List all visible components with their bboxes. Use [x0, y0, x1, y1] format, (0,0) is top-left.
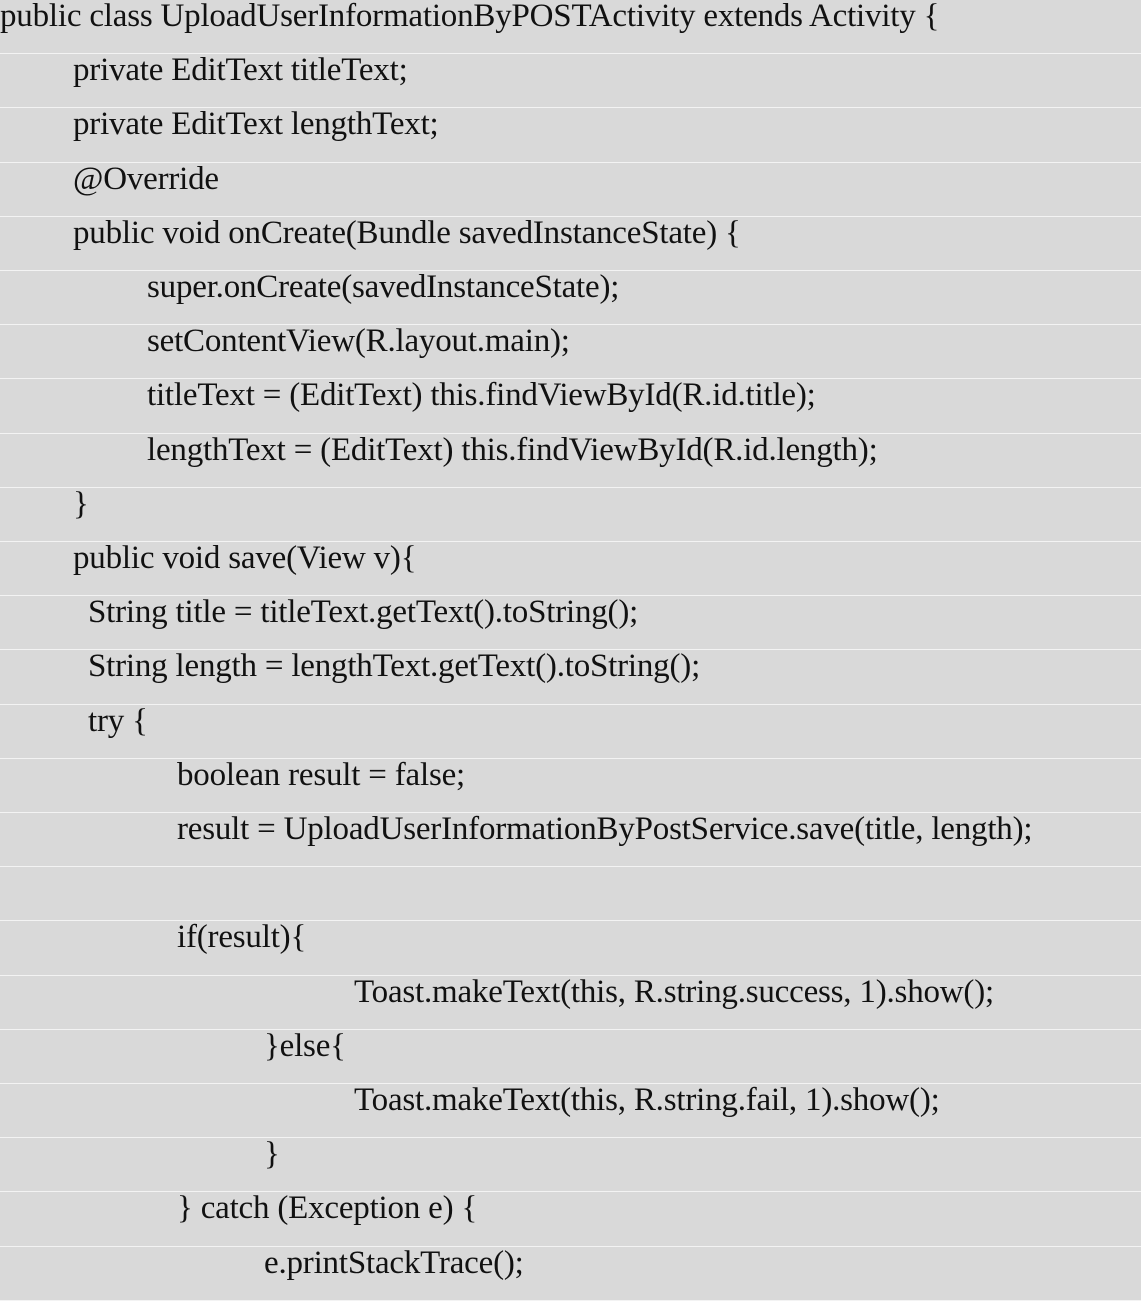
code-line-7	[0, 325, 1141, 379]
code-line-14	[0, 702, 1141, 759]
code-line-text: boolean result = false;	[177, 756, 466, 793]
code-line-12	[0, 596, 1141, 650]
code-line-text: private EditText titleText;	[73, 52, 408, 89]
code-line-9	[0, 431, 1141, 488]
code-line-text: result = UploadUserInformationByPostService.save(title, length);	[177, 811, 1033, 847]
code-line-1	[0, 0, 1141, 54]
code-line-text: }else{	[264, 1027, 346, 1064]
code-line-text: Toast.makeText(this, R.string.fail, 1).show();	[354, 1082, 940, 1118]
code-line-18	[0, 921, 1141, 975]
code-line-19	[0, 973, 1141, 1030]
code-line-21	[0, 1084, 1141, 1138]
code-line-24	[0, 1244, 1141, 1301]
code-line-text: e.printStackTrace();	[264, 1244, 524, 1281]
code-line-text: if(result){	[177, 919, 307, 956]
code-line-text: String title = titleText.getText().toString();	[88, 594, 639, 631]
code-line-text: titleText = (EditText) this.findViewById(R.id.title);	[147, 377, 816, 414]
code-line-8	[0, 379, 1141, 433]
code-line-text: private EditText lengthText;	[73, 106, 439, 143]
code-line-10	[0, 485, 1141, 542]
code-line-text: try {	[88, 702, 148, 739]
code-line-4	[0, 160, 1141, 217]
code-line-text: String length = lengthText.getText().toString();	[88, 648, 701, 685]
code-line-text: public void onCreate(Bundle savedInstanceState) {	[73, 214, 741, 251]
code-line-text: } catch (Exception e) {	[177, 1190, 478, 1227]
code-line-text: super.onCreate(savedInstanceState);	[147, 269, 620, 305]
code-line-6	[0, 271, 1141, 325]
code-line-17	[0, 867, 1141, 921]
code-line-11	[0, 542, 1141, 596]
code-line-text: }	[73, 485, 89, 522]
code-line-13	[0, 650, 1141, 704]
code-line-text: setContentView(R.layout.main);	[147, 323, 570, 360]
code-line-text: }	[264, 1136, 280, 1173]
code-line-text: public class UploadUserInformationByPOSTActivity extends Activity {	[0, 0, 940, 34]
code-line-text: @Override	[73, 160, 219, 197]
code-line-20	[0, 1027, 1141, 1084]
code-line-22	[0, 1138, 1141, 1192]
code-line-2	[0, 54, 1141, 108]
code-line-15	[0, 756, 1141, 813]
code-line-3	[0, 108, 1141, 162]
code-line-23	[0, 1192, 1141, 1246]
code-line-text: Toast.makeText(this, R.string.success, 1).show();	[354, 973, 994, 1010]
code-line-text: lengthText = (EditText) this.findViewById(R.id.length);	[147, 431, 878, 468]
code-line-text: public void save(View v){	[73, 540, 417, 576]
code-line-5	[0, 214, 1141, 271]
code-line-16	[0, 813, 1141, 867]
